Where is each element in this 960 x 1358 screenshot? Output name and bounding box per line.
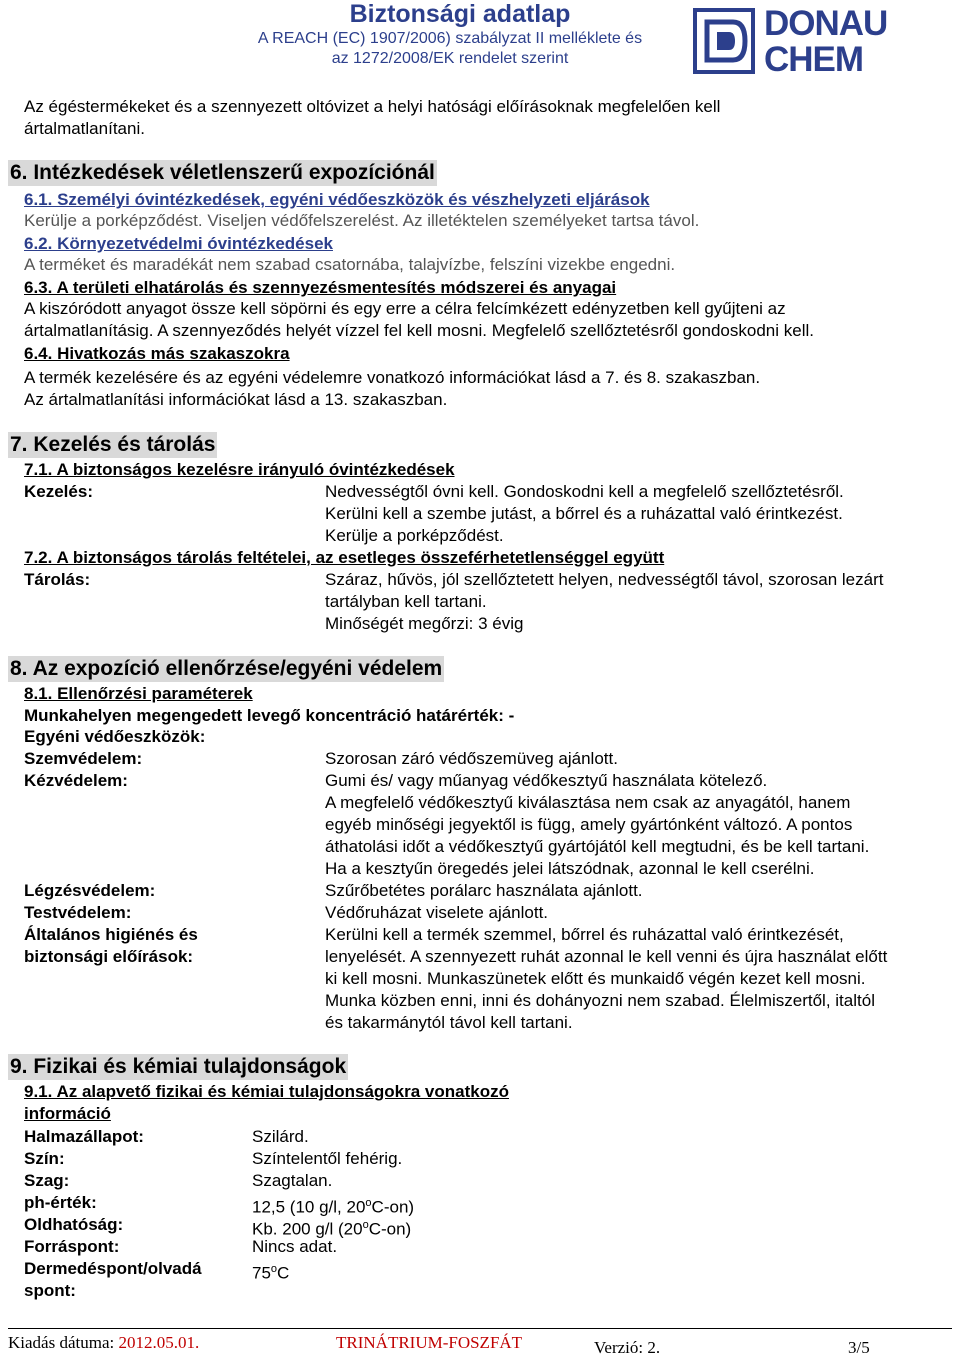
- storage-line-3: Minőségét megőrzi: 3 évig: [325, 614, 524, 633]
- section-6-3-line-2: ártalmatlanításig. A szennyeződés helyét vízzel fel kell mosni. Megfelelő szellőztetésről gondoskodni kell.: [24, 321, 814, 340]
- hand-protection-line-4: áthatolási időt a védőkesztyű gyártójától kell megtudni, és be kell tartani.: [325, 837, 870, 856]
- storage-label: Tárolás:: [24, 570, 91, 589]
- property-value: Szagtalan.: [252, 1171, 333, 1190]
- hygiene-label-line-2: biztonsági előírások:: [24, 947, 194, 966]
- hand-protection-line-2: A megfelelő védőkesztyű kiválasztása nem csak az anyagától, hanem: [325, 793, 851, 812]
- eye-protection-value: Szorosan záró védőszemüveg ajánlott.: [325, 749, 618, 768]
- value-text: 75: [252, 1263, 271, 1283]
- page-number: 3/5: [848, 1338, 870, 1357]
- section-9-1-title-line-2: információ: [24, 1104, 111, 1123]
- value-text: C: [277, 1263, 290, 1283]
- section-6-2-title: 6.2. Környezetvédelmi óvintézkedések: [24, 234, 333, 253]
- product-name: TRINÁTRIUM-FOSZFÁT: [336, 1333, 523, 1352]
- handling-line-3: Kerülje a porképződést.: [325, 526, 504, 545]
- section-7-2-title: 7.2. A biztonságos tárolás feltételei, az esetleges összeférhetetlenséggel együtt: [24, 548, 665, 567]
- hand-protection-label: Kézvédelem:: [24, 771, 128, 790]
- exposure-limit-line: Munkahelyen megengedett levegő koncentráció határérték: -: [24, 706, 515, 725]
- section-6-4-line-2: Az ártalmatlanítási információkat lásd a 13. szakaszban.: [24, 390, 448, 409]
- hygiene-line-4: Munka közben enni, inni és dohányozni nem szabad. Élelmiszertől, italtól: [325, 991, 875, 1010]
- hygiene-line-1: Kerülni kell a termék szemmel, bőrrel és ruházattal való érintkezését,: [325, 925, 844, 944]
- storage-line-2: tartályban kell tartani.: [325, 592, 487, 611]
- section-6-3-line-1: A kiszóródott anyagot össze kell söpörni és egy erre a célra felcímkézett edényzetben kell gyűjteni az: [24, 299, 786, 318]
- footer-divider: [8, 1328, 952, 1329]
- hygiene-label-line-1: Általános higiénés és: [24, 925, 198, 944]
- hand-protection-line-5: Ha a kesztyűn öregedés jelei látszódnak, azonnal le kell cserélni.: [325, 859, 815, 878]
- property-label: Szín:: [24, 1149, 65, 1168]
- property-label: Halmazállapot:: [24, 1127, 144, 1146]
- section-6-2-text: A terméket és maradékát nem szabad csatornába, talajvízbe, felszíni vizekbe engedni.: [24, 255, 676, 274]
- property-label: spont:: [24, 1281, 76, 1300]
- section-6-4-title: 6.4. Hivatkozás más szakaszokra: [24, 344, 290, 363]
- value-text: C-on): [368, 1219, 412, 1239]
- hygiene-line-5: és takarmánytól távol kell tartani.: [325, 1013, 573, 1032]
- issue-label: Kiadás dátuma:: [8, 1333, 119, 1352]
- property-label: ph-érték:: [24, 1193, 97, 1212]
- section-6-title: 6. Intézkedések véletlenszerű expozíciónál: [10, 161, 435, 184]
- section-8-1-title: 8.1. Ellenőrzési paraméterek: [24, 684, 253, 703]
- intro-line-1: Az égéstermékeket és a szennyezett oltóvizet a helyi hatósági előírásoknak megfelelően kell: [24, 97, 721, 116]
- section-6-3-title: 6.3. A területi elhatárolás és szennyezésmentesítés módszerei és anyagai: [24, 278, 617, 297]
- handling-line-2: Kerülni kell a szembe jutást, a bőrrel és a ruházattal való érintkezést.: [325, 504, 843, 523]
- section-8-title: 8. Az expozíció ellenőrzése/egyéni védelem: [10, 657, 443, 680]
- eye-protection-label: Szemvédelem:: [24, 749, 143, 768]
- hygiene-line-2: lenyelését. A szennyezett ruhát azonnal le kell venni és újra használat előtt: [325, 947, 888, 966]
- logo-text-chem: CHEM: [764, 40, 864, 79]
- intro-line-2: ártalmatlanítani.: [24, 119, 145, 138]
- donau-chem-logo-icon: [693, 8, 755, 74]
- regulation-line-2: az 1272/2008/EK rendelet szerint: [331, 50, 569, 67]
- degree-superscript: o: [362, 1219, 369, 1231]
- issue-date: [8, 1333, 199, 1353]
- section-6-1-title: 6.1. Személyi óvintézkedések, egyéni védőeszközök és vészhelyzeti eljárások: [24, 190, 650, 209]
- section-6-1-text: Kerülje a porképződést. Viseljen védőfelszerelést. Az illetéktelen személyeket tartsa távol.: [24, 211, 700, 230]
- value-text: 12,5 (10 g/l, 20: [252, 1197, 366, 1217]
- property-value: Színtelentől fehérig.: [252, 1149, 403, 1168]
- degree-superscript: o: [365, 1197, 372, 1209]
- value-text: C-on): [371, 1197, 415, 1217]
- logo-text-donau: DONAU: [764, 4, 888, 43]
- section-9-1-title-line-1: 9.1. Az alapvető fizikai és kémiai tulajdonságokra vonatkozó: [24, 1082, 509, 1101]
- section-9-title: 9. Fizikai és kémiai tulajdonságok: [10, 1055, 347, 1078]
- section-6-4-line-1: A termék kezelésére és az egyéni védelemre vonatkozó információkat lásd a 7. és 8. szakaszban.: [24, 368, 761, 387]
- property-label: Oldhatóság:: [24, 1215, 124, 1234]
- body-protection-label: Testvédelem:: [24, 903, 132, 922]
- version: Verzió: 2.: [594, 1338, 661, 1357]
- property-label: Szag:: [24, 1171, 70, 1190]
- hand-protection-line-1: Gumi és/ vagy műanyag védőkesztyű használata kötelező.: [325, 771, 768, 790]
- property-value: Szilárd.: [252, 1127, 309, 1146]
- body-protection-value: Védőruházat viselete ajánlott.: [325, 903, 549, 922]
- property-label: Forráspont:: [24, 1237, 120, 1256]
- value-text: Kb. 200 g/l (20: [252, 1219, 363, 1239]
- hygiene-line-3: ki kell mosni. Munkaszünetek előtt és munkaidő végén kezet kell mosni.: [325, 969, 866, 988]
- handling-label: Kezelés:: [24, 482, 93, 501]
- section-7-1-title: 7.1. A biztonságos kezelésre irányuló óvintézkedések: [24, 460, 455, 479]
- issue-date-value: 2012.05.01.: [118, 1333, 200, 1352]
- respiratory-protection-value: Szűrőbetétes porálarc használata ajánlott.: [325, 881, 643, 900]
- hand-protection-line-3: egyéb minőségi jegyektől is függ, amely gyártónként változó. A pontos: [325, 815, 853, 834]
- regulation-line-1: A REACH (EC) 1907/2006) szabályzat II melléklete és: [257, 30, 643, 47]
- property-value: Nincs adat.: [252, 1237, 338, 1256]
- respiratory-protection-label: Légzésvédelem:: [24, 881, 156, 900]
- degree-superscript: o: [270, 1263, 278, 1275]
- document-title: Biztonsági adatlap: [349, 0, 571, 28]
- handling-line-1: Nedvességtől óvni kell. Gondoskodni kell a megfelelő szellőztetésről.: [325, 482, 844, 501]
- section-7-title: 7. Kezelés és tárolás: [10, 433, 216, 456]
- ppe-label: Egyéni védőeszközök:: [24, 727, 206, 746]
- property-label: Dermedéspont/olvadá: [24, 1259, 202, 1278]
- property-value: [252, 1258, 289, 1285]
- storage-line-1: Száraz, hűvös, jól szellőztetett helyen, nedvességtől távol, szorosan lezárt: [325, 570, 884, 589]
